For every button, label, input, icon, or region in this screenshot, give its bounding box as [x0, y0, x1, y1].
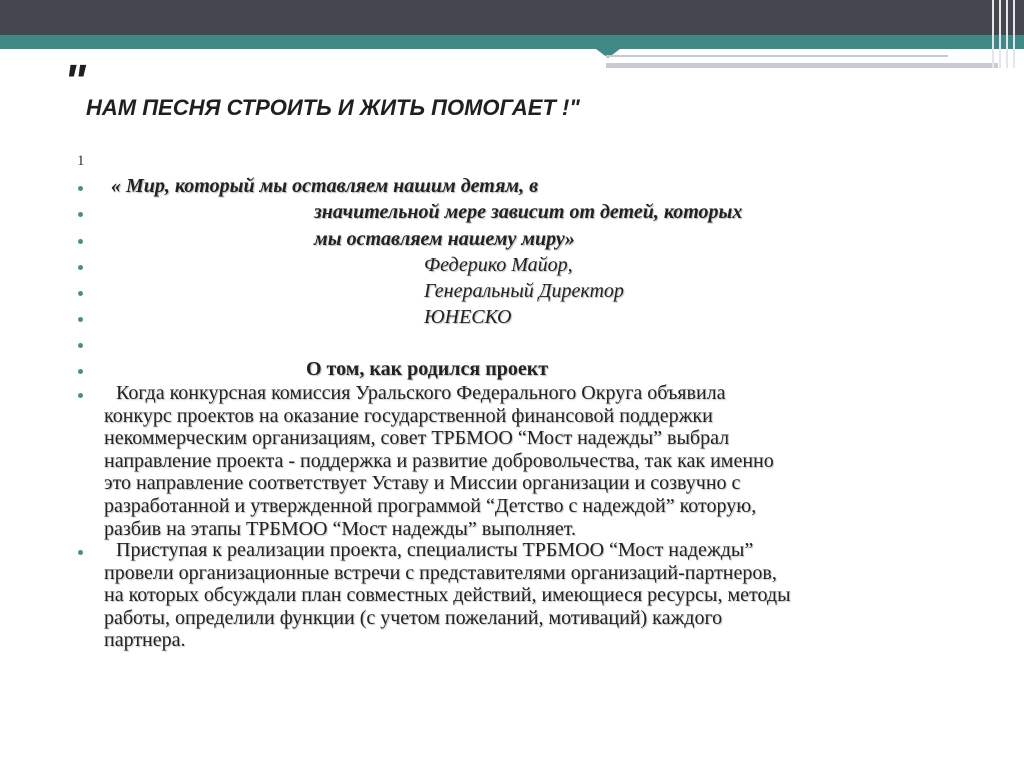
bullet-dot: [78, 186, 83, 191]
epigraph-author-position: Генеральный Директор: [424, 280, 624, 302]
bullet-dot: [78, 369, 83, 374]
epigraph-author-org: ЮНЕСКО: [424, 306, 512, 328]
bullet-dot: [78, 550, 83, 555]
bullet-dot: [78, 265, 83, 270]
title-quote-mark: ": [64, 55, 86, 107]
section-heading: О том, как родился проект: [306, 358, 549, 380]
header-vertical-line-3: [1006, 0, 1008, 68]
paragraph-1-line: конкурс проектов на оказание государственной финансовой поддержки: [104, 404, 713, 427]
header-dark-bar: [0, 0, 1024, 35]
paragraph-1-line: некоммерческим организациям, совет ТРБМОО “Мост надежды” выбрал: [104, 427, 730, 450]
epigraph-line-1: « Мир, который мы оставляем нашим детям, в: [111, 175, 539, 197]
epigraph-line-2: значительной мере зависит от детей, которых: [314, 201, 743, 223]
header-vertical-line-4: [1013, 0, 1015, 68]
header-vertical-line-1: [992, 0, 994, 68]
footnote-marker: 1: [77, 153, 85, 169]
bullet-dot: [78, 393, 83, 398]
paragraph-2-line: партнера.: [104, 629, 186, 652]
paragraph-1: [104, 382, 774, 540]
header-rule-1: [606, 55, 948, 57]
bullet-dot: [78, 239, 83, 244]
paragraph-2-line: на которых обсуждали план совместных действий, имеющиеся ресурсы, методы: [104, 584, 791, 607]
epigraph-line-3: мы оставляем нашему миру»: [314, 228, 575, 250]
paragraph-2-line: провели организационные встречи с представителями организаций-партнеров,: [104, 561, 777, 584]
epigraph-author-name: Федерико Майор,: [424, 254, 573, 276]
bullet-dot: [78, 317, 83, 322]
bullet-dot: [78, 291, 83, 296]
paragraph-1-line: это направление соответствует Уставу и Миссии организации и созвучно с: [104, 472, 741, 495]
paragraph-2-line: Приступая к реализации проекта, специалисты ТРБМОО “Мост надежды”: [116, 539, 754, 561]
paragraph-1-line: Когда конкурсная комиссия Уральского Федерального Округа объявила: [116, 382, 726, 404]
bullet-dot: [78, 343, 83, 348]
header-teal-bar: [0, 35, 1024, 49]
bullet-dot: [78, 212, 83, 217]
paragraph-1-line: разбив на этапы ТРБМОО “Мост надежды” выполняет.: [104, 517, 577, 540]
paragraph-2-line: работы, определили функции (с учетом пожеланий, мотиваций) каждого: [104, 606, 723, 629]
slide-title: НАМ ПЕСНЯ СТРОИТЬ И ЖИТЬ ПОМОГАЕТ !": [86, 95, 580, 120]
header-vertical-line-2: [999, 0, 1001, 68]
paragraph-2: [104, 539, 791, 652]
header-rule-2: [606, 63, 998, 68]
paragraph-1-line: направление проекта - поддержка и развитие добровольчества, так как именно: [104, 449, 774, 472]
paragraph-1-line: разработанной и утвержденной программой “Детство с надеждой” которую,: [104, 494, 757, 517]
